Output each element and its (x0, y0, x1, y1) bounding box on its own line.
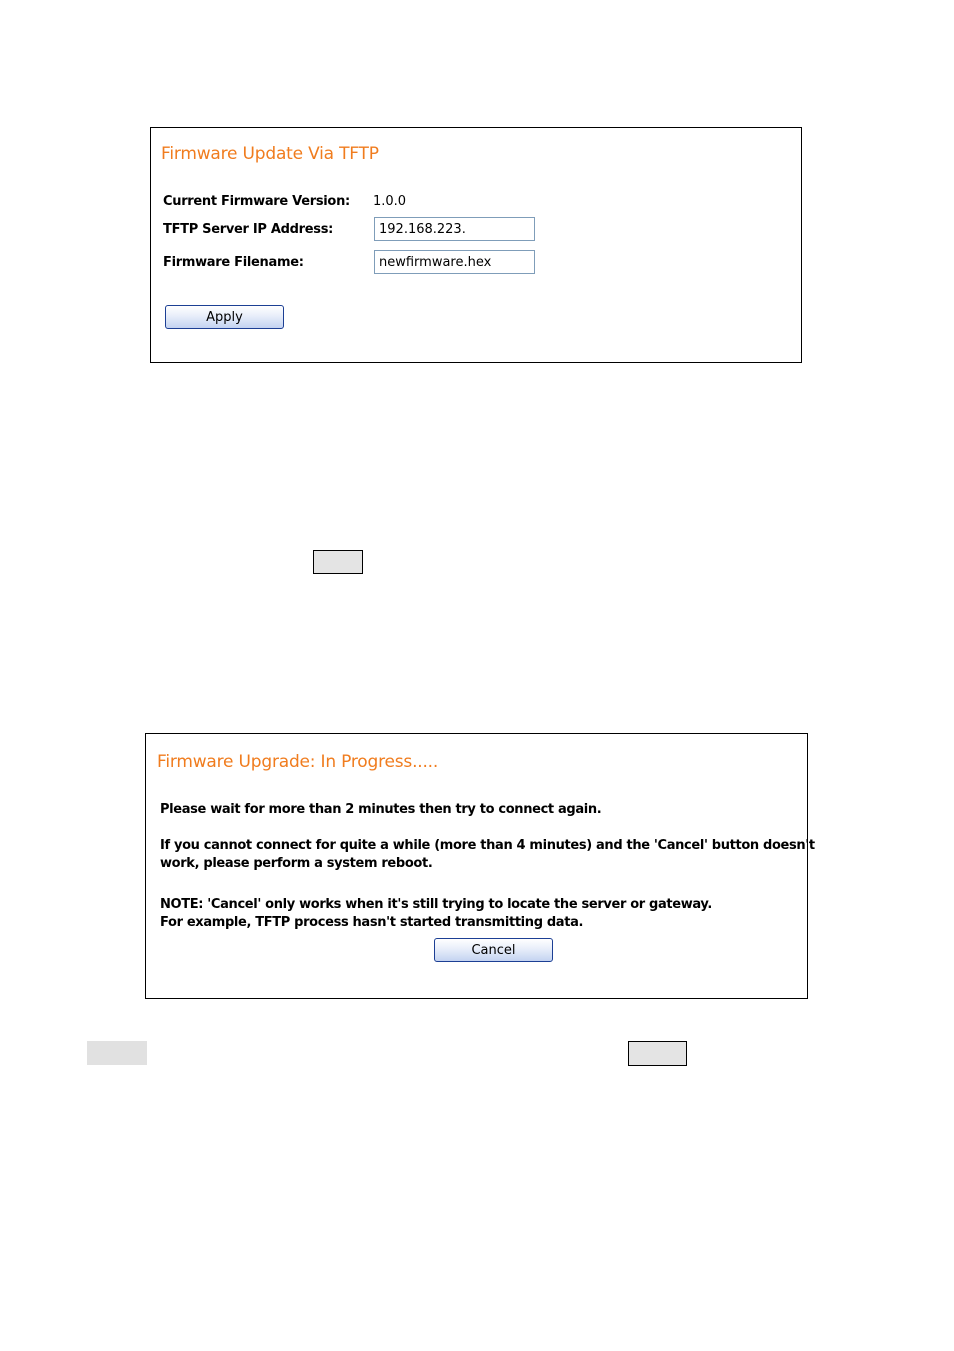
tftp-panel-title: Firmware Update Via TFTP (161, 144, 379, 164)
inline-button-placeholder (313, 550, 363, 574)
current-version-value: 1.0.0 (373, 194, 407, 209)
server-ip-label: TFTP Server IP Address: (163, 222, 334, 237)
cancel-button[interactable]: Cancel (434, 938, 553, 962)
current-version-label: Current Firmware Version: (163, 194, 350, 209)
right-button-placeholder (628, 1041, 687, 1066)
wait-message: Please wait for more than 2 minutes then try to connect again. (160, 802, 602, 817)
filename-label: Firmware Filename: (163, 255, 304, 270)
tftp-update-panel (150, 127, 802, 363)
upgrade-progress-panel (145, 733, 815, 999)
filename-input[interactable] (374, 250, 535, 274)
progress-panel-title: Firmware Upgrade: In Progress..... (157, 752, 439, 772)
cannot-connect-line-2: work, please perform a system reboot. (160, 856, 433, 871)
note-line-1: NOTE: 'Cancel' only works when it's still trying to locate the server or gateway. (160, 897, 712, 912)
left-gray-placeholder (87, 1041, 147, 1065)
note-line-2: For example, TFTP process hasn't started transmitting data. (160, 915, 584, 930)
apply-button[interactable]: Apply (165, 305, 284, 329)
server-ip-input[interactable] (374, 217, 535, 241)
cannot-connect-line-1: If you cannot connect for quite a while (more than 4 minutes) and the 'Cancel' button doesn't (160, 838, 815, 853)
